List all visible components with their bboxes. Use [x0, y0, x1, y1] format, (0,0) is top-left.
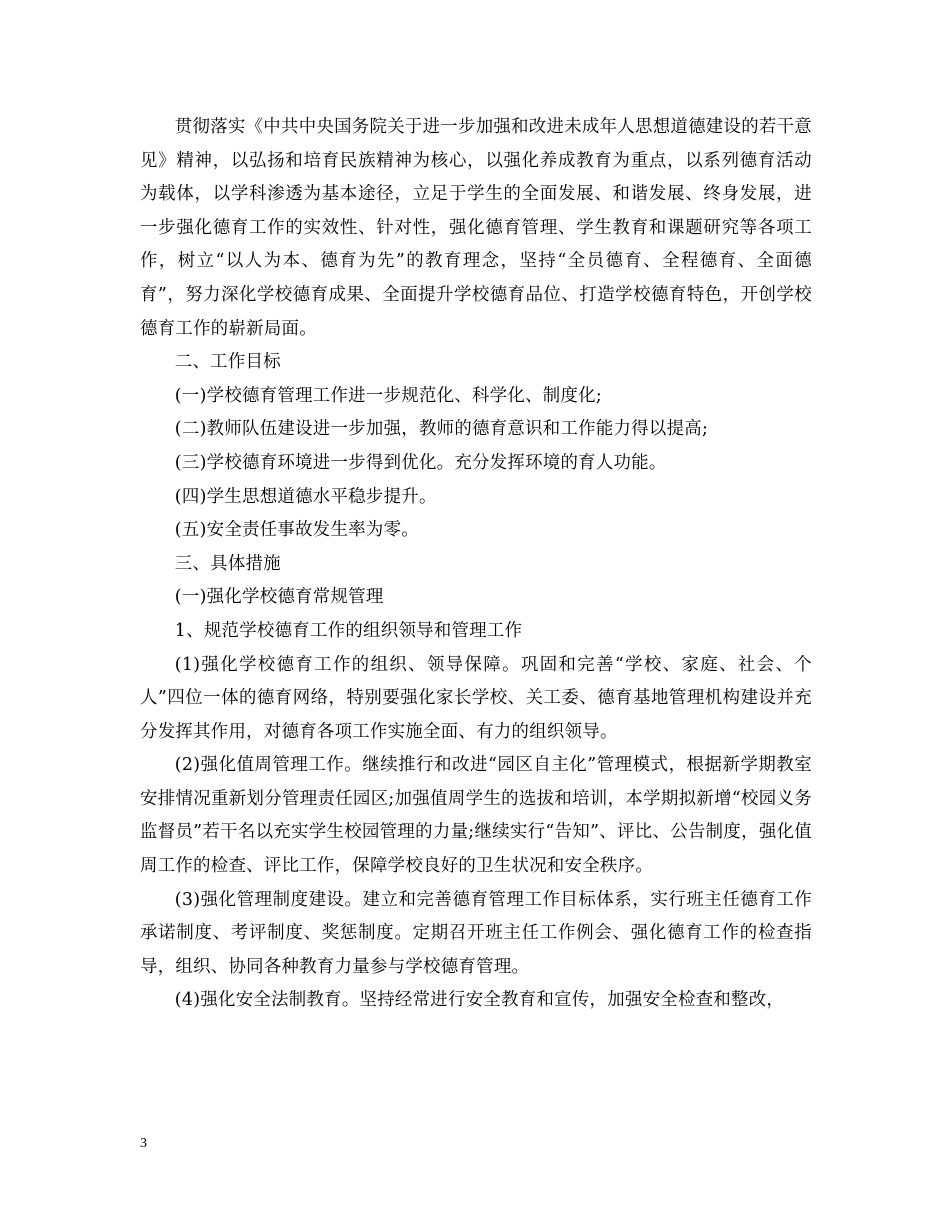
goal-item-2: (二)教师队伍建设进一步加强，教师的德育意识和工作能力得以提高;: [174, 419, 709, 440]
measure-paragraph-4: (4)强化安全法制教育。坚持经常进行安全教育和宣传，加强安全检查和整改，: [174, 990, 785, 1011]
page-number: 3: [140, 1136, 147, 1151]
heading-measures: 三、具体措施: [174, 553, 281, 574]
goal-item-3: (三)学校德育环境进一步得到优化。充分发挥环境的育人功能。: [174, 452, 667, 473]
heading-work-goals: 二、工作目标: [174, 352, 281, 373]
measure-paragraph-3: (3)强化管理制度建设。建立和完善德育管理工作目标体系，实行班主任德育工作承诺制度、考评制度、奖惩制度。定期召开班主任工作例会、强化德育工作的检查指导，组织、协同各种教育力量参与学校德育管理。: [140, 889, 812, 977]
goal-item-5: (五)安全责任事故发生率为零。: [174, 520, 419, 541]
subheading-organization: 1、规范学校德育工作的组织领导和管理工作: [174, 620, 523, 641]
paragraph-intro: 贯彻落实《中共中央国务院关于进一步加强和改进未成年人思想道德建设的若干意见》精神，以弘扬和培育民族精神为核心，以强化养成教育为重点，以系列德育活动为载体，以学科渗透为基本途径，立足于学生的全面发展、和谐发展、终身发展，进一步强化德育工作的实效性、针对性，强化德育管理、学生教育和课题研究等各项工作，树立“以人为本、德育为先”的教育理念，坚持“全员德育、全程德育、全面德育”，努力深化学校德育成果、全面提升学校德育品位、打造学校德育特色，开创学校德育工作的崭新局面。: [140, 117, 812, 339]
goal-item-1: (一)学校德育管理工作进一步规范化、科学化、制度化;: [174, 385, 603, 406]
subheading-routine-management: (一)强化学校德育常规管理: [174, 587, 384, 608]
body-text: [140, 111, 812, 1018]
measure-paragraph-1: (1)强化学校德育工作的组织、领导保障。巩固和完善“学校、家庭、社会、个人”四位一体的德育网络，特别要强化家长学校、关工委、德育基地管理机构建设并充分发挥其作用，对德育各项工作实施全面、有力的组织领导。: [140, 654, 812, 742]
goal-item-4: (四)学生思想道德水平稳步提升。: [174, 486, 437, 507]
measure-paragraph-2: (2)强化值周管理工作。继续推行和改进“园区自主化”管理模式，根据新学期教室安排情况重新划分管理责任园区;加强值周学生的选拔和培训，本学期拟新增“校园义务监督员”若干名以充实学生校园管理的力量;继续实行“告知”、评比、公告制度，强化值周工作的检查、评比工作，保障学校良好的卫生状况和安全秩序。: [140, 755, 812, 877]
